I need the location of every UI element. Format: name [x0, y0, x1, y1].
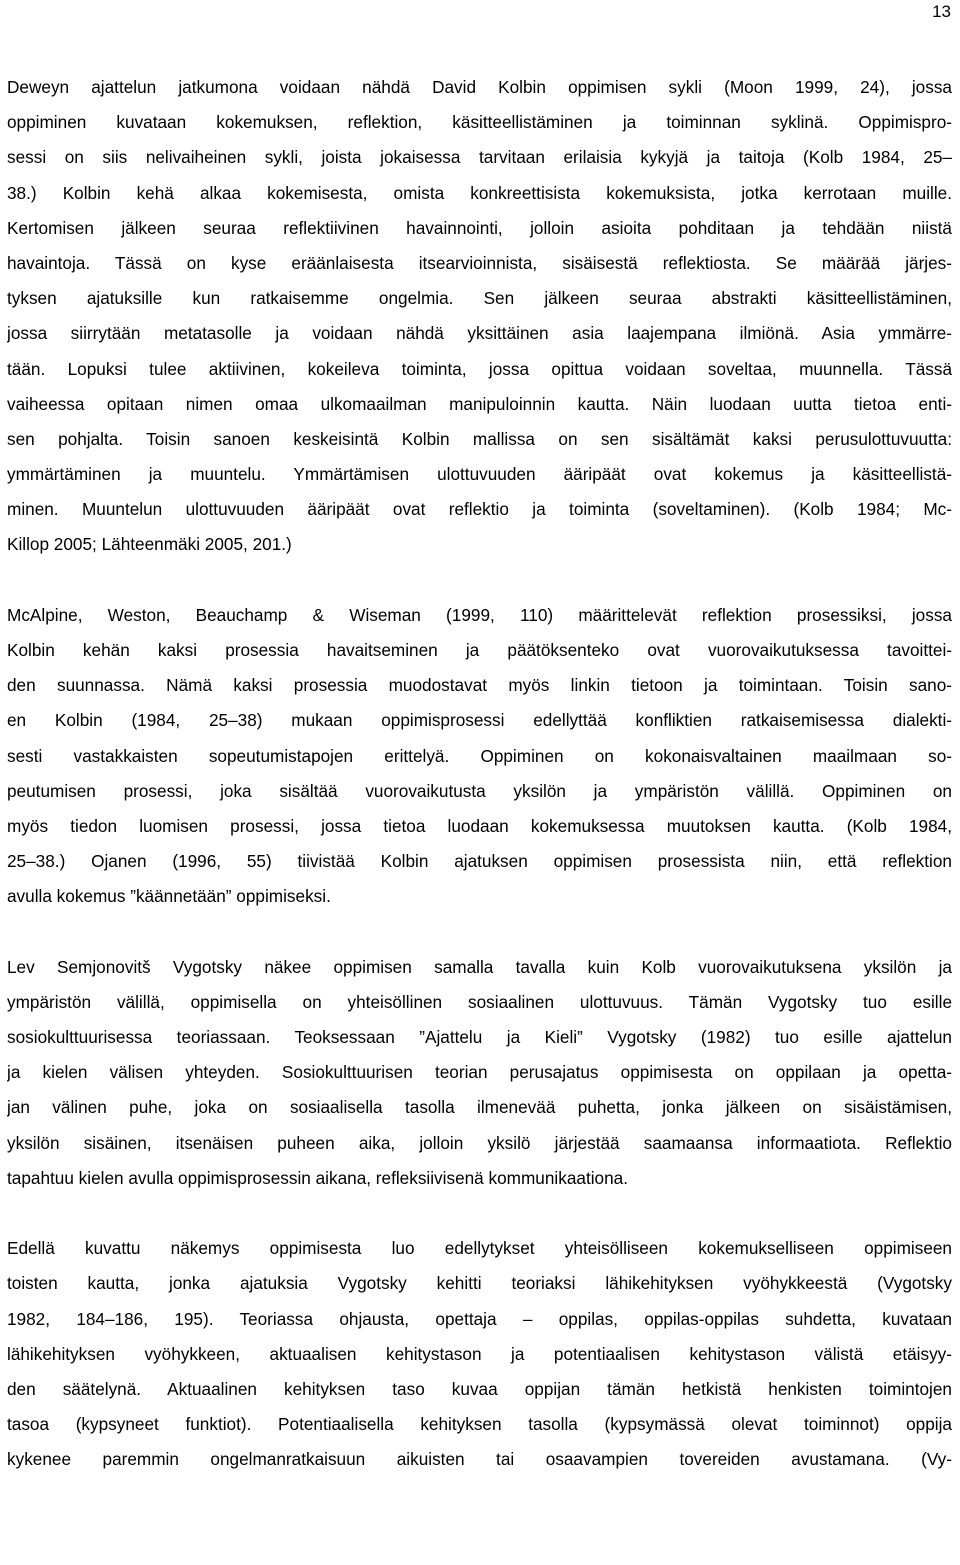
text-line: 1982, 184–186, 195). Teoriassa ohjausta, opettaja – oppilas, oppilas-oppilas suhdetta, kuvataan: [7, 1308, 952, 1329]
text-line: 38.) Kolbin kehä alkaa kokemisesta, omista konkreettisista kokemuksista, jotka kerrotaan muille.: [7, 182, 952, 203]
text-line: den säätelynä. Aktuaalinen kehityksen taso kuvaa oppijan tämän hetkistä henkisten toimintojen: [7, 1378, 952, 1399]
text-line: Killop 2005; Lähteenmäki 2005, 201.): [7, 534, 292, 555]
text-line: ja kielen välisen yhteyden. Sosiokulttuurisen teorian perusajatus oppimisesta on oppilaan ja opetta-: [7, 1062, 952, 1083]
text-line: minen. Muuntelun ulottuvuuden ääripäät ovat reflektio ja toiminta (soveltaminen). (Kolb 1984; Mc-: [7, 499, 952, 520]
paragraph-mcalpine-reflection: [7, 598, 952, 915]
text-line: havaintoja. Tässä on kyse eräänlaisesta itsearvioinnista, sisäisestä reflektiosta. Se määrää järjes-: [7, 252, 952, 273]
paragraph-kolb-cycle: [7, 70, 952, 563]
text-line: Lev Semjonovitš Vygotsky näkee oppimisen samalla tavalla kuin Kolb vuorovaikutuksena yksilön ja: [7, 956, 952, 977]
text-line: peutumisen prosessi, joka sisältää vuorovaikutusta yksilön ja ympäristön välillä. Oppiminen on: [7, 780, 952, 801]
text-line: sesti vastakkaisten sopeutumistapojen erittelyä. Oppiminen on kokonaisvaltainen maailmaan so-: [7, 745, 952, 766]
text-line: ympäristön välillä, oppimisella on yhteisöllinen sosiaalinen ulottuvuus. Tämän Vygotsky tuo esille: [7, 991, 952, 1012]
text-line: tyksen ajatuksille kun ratkaisemme ongelmia. Sen jälkeen seuraa abstrakti käsitteellistäminen,: [7, 288, 952, 309]
text-line: sessi on siis nelivaiheinen sykli, joista jokaisessa tarvitaan erilaisia kykyjä ja taitoja (Kolb 1984, 25–: [7, 147, 952, 168]
text-line: myös tiedon luomisen prosessi, jossa tietoa luodaan kokemuksessa muutoksen kautta. (Kolb 1984,: [7, 815, 952, 836]
text-line: jan välinen puhe, joka on sosiaalisella tasolla ilmenevää puhetta, jonka jälkeen on sisäistämisen,: [7, 1097, 952, 1118]
text-line: Kertomisen jälkeen seuraa reflektiivinen havainnointi, jolloin asioita pohditaan ja tehdään niistä: [7, 217, 952, 238]
text-line: avulla kokemus ”käännetään” oppimiseksi.: [7, 886, 331, 907]
paragraph-zone-of-proximal-development: [7, 1231, 952, 1477]
text-line: tään. Lopuksi tulee aktiivinen, kokeileva toiminta, jossa opittua voidaan soveltaa, muunnella. Tässä: [7, 358, 952, 379]
text-line: Deweyn ajattelun jatkumona voidaan nähdä David Kolbin oppimisen sykli (Moon 1999, 24), jossa: [7, 77, 952, 97]
text-line: den suunnassa. Nämä kaksi prosessia muodostavat myös linkin tietoon ja toimintaan. Toisin sano-: [7, 675, 952, 696]
text-line: kykenee paremmin ongelmanratkaisuun aikuisten tai osaavampien tovereiden avustamana. (Vy-: [7, 1449, 952, 1470]
text-line: jossa siirrytään metatasolle ja voidaan nähdä yksittäinen asia laajempana ilmiönä. Asia ymmärre-: [7, 323, 952, 344]
text-line: en Kolbin (1984, 25–38) mukaan oppimisprosessi edellyttää konfliktien ratkaisemisessa dialekti-: [7, 710, 952, 731]
text-line: 25–38.) Ojanen (1996, 55) tiivistää Kolbin ajatuksen oppimisen prosessista niin, että reflektion: [7, 851, 952, 872]
text-line: tasoa (kypsyneet funktiot). Potentiaalisella kehityksen tasolla (kypsymässä olevat toiminnot) oppija: [7, 1414, 952, 1435]
text-line: yksilön sisäinen, itsenäisen puheen aika, jolloin yksilö järjestää saamaansa informaatiota. Reflektio: [7, 1132, 952, 1153]
text-line: oppiminen kuvataan kokemuksen, reflektion, käsitteellistäminen ja toiminnan syklinä. Oppimispro-: [7, 112, 952, 133]
text-line: lähikehityksen vyöhykkeen, aktuaalisen kehitystason ja potentiaalisen kehitystason välistä etäisyy-: [7, 1343, 952, 1364]
text-line: vaiheessa opitaan nimen omaa ulkomaailman manipuloinnin kautta. Näin luodaan uutta tietoa enti-: [7, 393, 952, 414]
paragraph-vygotsky-sociocultural: [7, 950, 952, 1196]
text-line: tapahtuu kielen avulla oppimisprosessin aikana, refleksiivisenä kommunikaationa.: [7, 1167, 628, 1188]
text-line: Edellä kuvattu näkemys oppimisesta luo edellytykset yhteisölliseen kokemukselliseen oppimiseen: [7, 1238, 952, 1259]
text-line: ymmärtäminen ja muuntelu. Ymmärtämisen ulottuvuuden ääripäät ovat kokemus ja käsitteellistä-: [7, 464, 952, 485]
text-line: toisten kautta, jonka ajatuksia Vygotsky kehitti teoriaksi lähikehityksen vyöhykkeestä (Vygotsky: [7, 1273, 952, 1294]
text-line: Kolbin kehän kaksi prosessia havaitseminen ja päätöksenteko ovat vuorovaikutuksessa tavoittei-: [7, 640, 952, 660]
text-line: sosiokulttuurisessa teoriassaan. Teoksessaan ”Ajattelu ja Kieli” Vygotsky (1982) tuo esille ajattelun: [7, 1027, 952, 1048]
text-line: sen pohjalta. Toisin sanoen keskeisintä Kolbin mallissa on sen sisältämät kaksi perusulottuvuutta:: [7, 428, 952, 449]
page-number: 13: [932, 2, 951, 21]
text-line: McAlpine, Weston, Beauchamp & Wiseman (1999, 110) määrittelevät reflektion prosessiksi, jossa: [7, 604, 952, 625]
document-body: [7, 70, 952, 1478]
